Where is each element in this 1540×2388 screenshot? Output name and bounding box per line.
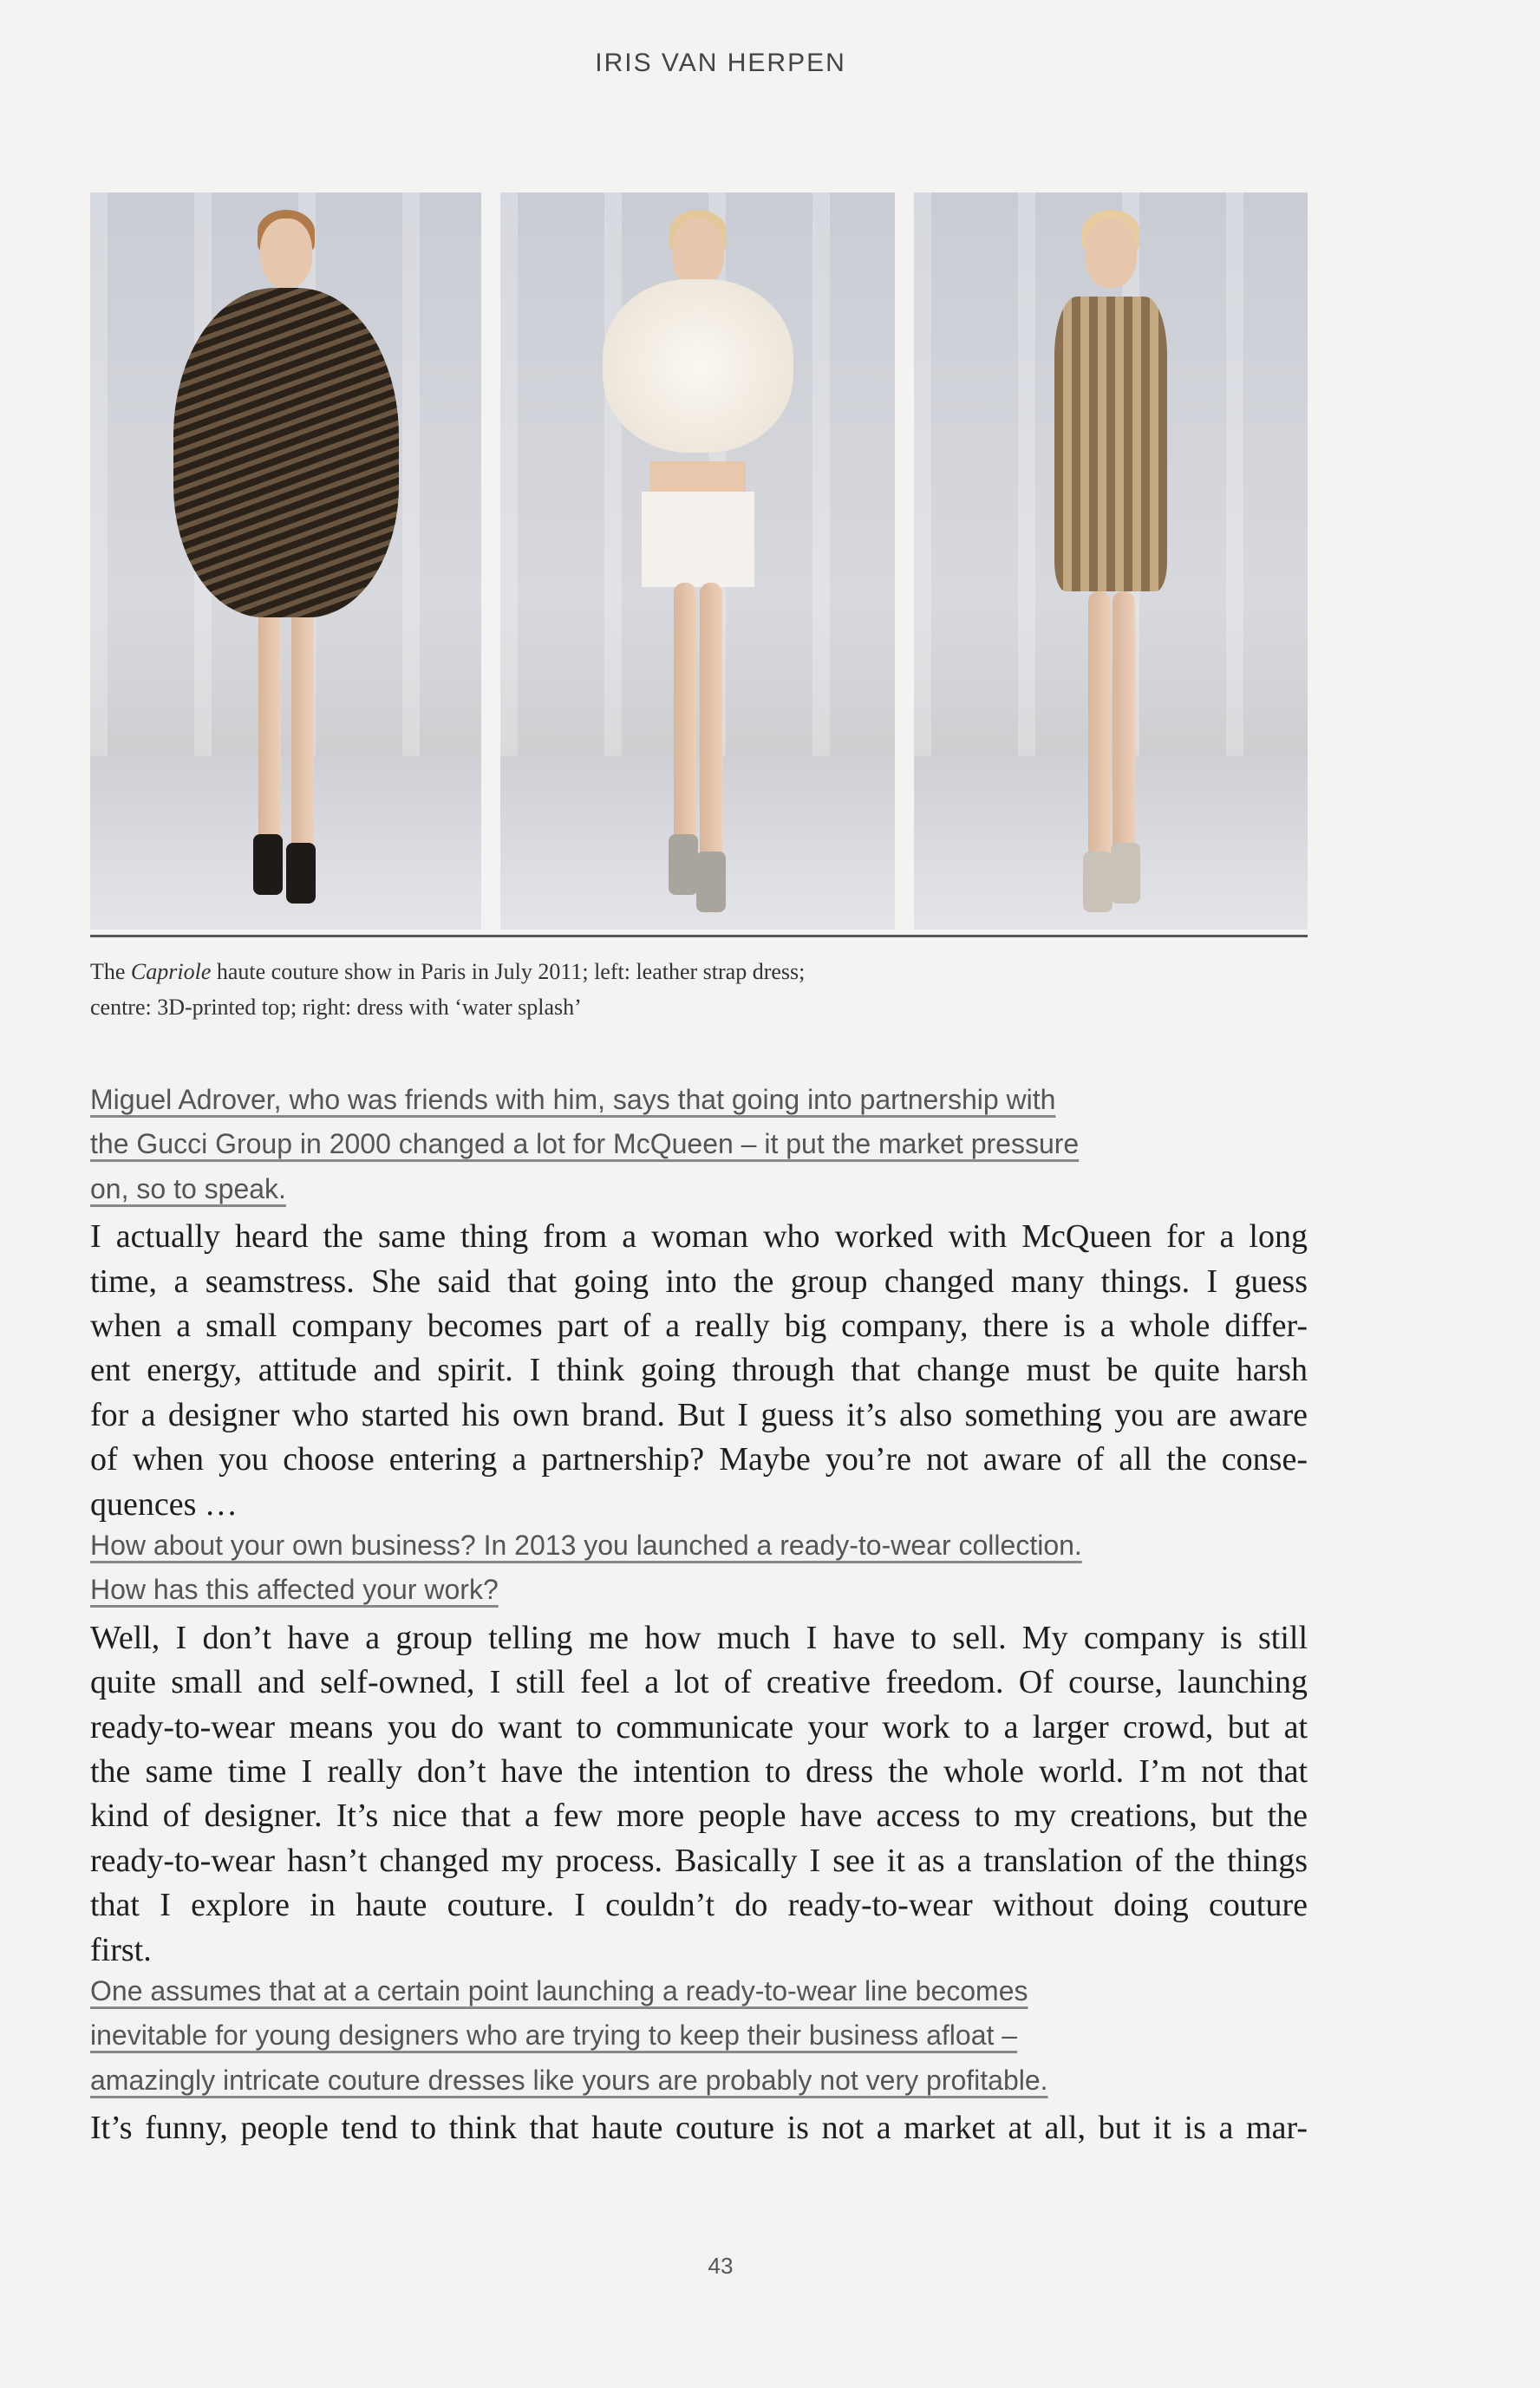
- page-number: 43: [708, 2253, 734, 2279]
- answer-line: ent energy, attitude and spirit. I think going through that change must be quite harsh: [90, 1352, 1308, 1389]
- answer-line: that I explore in haute couture. I couldn’t do ready-to-wear without doing couture: [90, 1887, 1308, 1924]
- answer-line: quite small and self-owned, I still feel a lot of creative freedom. Of course, launching: [90, 1664, 1308, 1701]
- question-line: amazingly intricate couture dresses like yours are probably not very profitable.: [90, 2064, 1048, 2096]
- answer-line: ready-to-wear means you do want to communicate your work to a larger crowd, but at: [90, 1708, 1308, 1745]
- answer-line: time, a seamstress. She said that going into the group changed many things. I guess: [90, 1263, 1308, 1300]
- answer-line: ready-to-wear hasn’t changed my process. Basically I see it as a translation of the things: [90, 1842, 1308, 1879]
- question-line: How about your own business? In 2013 you launched a ready-to-wear collection.: [90, 1530, 1082, 1561]
- question-line: inevitable for young designers who are trying to keep their business afloat –: [90, 2019, 1018, 2052]
- answer-line: first.: [90, 1931, 152, 1968]
- answer-line: quences …: [90, 1485, 238, 1523]
- answer-line: Well, I don’t have a group telling me how much I have to sell. My company is still: [90, 1619, 1308, 1656]
- answer-line: the same time I really don’t have the intention to dress the whole world. I’m not that: [90, 1753, 1308, 1790]
- photo-3d-printed-top: [500, 192, 895, 930]
- photo-leather-strap-dress: [90, 192, 481, 930]
- caption-line-2: centre: 3D-printed top; right: dress with ‘water splash’: [90, 995, 582, 1020]
- question-line: the Gucci Group in 2000 changed a lot for McQueen – it put the market pressure: [90, 1128, 1080, 1160]
- answer-line: when a small company becomes part of a really big company, there is a whole differ-: [90, 1308, 1308, 1344]
- question-line: on, so to speak.: [90, 1172, 286, 1204]
- answer-line: kind of designer. It’s nice that a few more people have access to my creations, but the: [90, 1798, 1308, 1835]
- photo-water-splash-dress: [914, 192, 1308, 930]
- running-header: IRIS VAN HERPEN: [595, 49, 846, 77]
- question-line: How has this affected your work?: [90, 1574, 499, 1606]
- answer-line: It’s funny, people tend to think that haute couture is not a market at all, but it is a mar-: [90, 2110, 1308, 2147]
- figure-rule: [90, 935, 1308, 937]
- answer-line: I actually heard the same thing from a woman who worked with McQueen for a long: [90, 1218, 1308, 1256]
- answer-line: for a designer who started his own brand. But I guess it’s also something you are aware: [90, 1396, 1308, 1433]
- question-line: Miguel Adrover, who was friends with him, says that going into partnership with: [90, 1084, 1056, 1115]
- answer-line: of when you choose entering a partnership? Maybe you’re not aware of all the conse-: [90, 1441, 1308, 1478]
- caption-line-1: The Capriole haute couture show in Paris in July 2011; left: leather strap dress;: [90, 959, 806, 984]
- question-line: One assumes that at a certain point launching a ready-to-wear line becomes: [90, 1975, 1028, 2006]
